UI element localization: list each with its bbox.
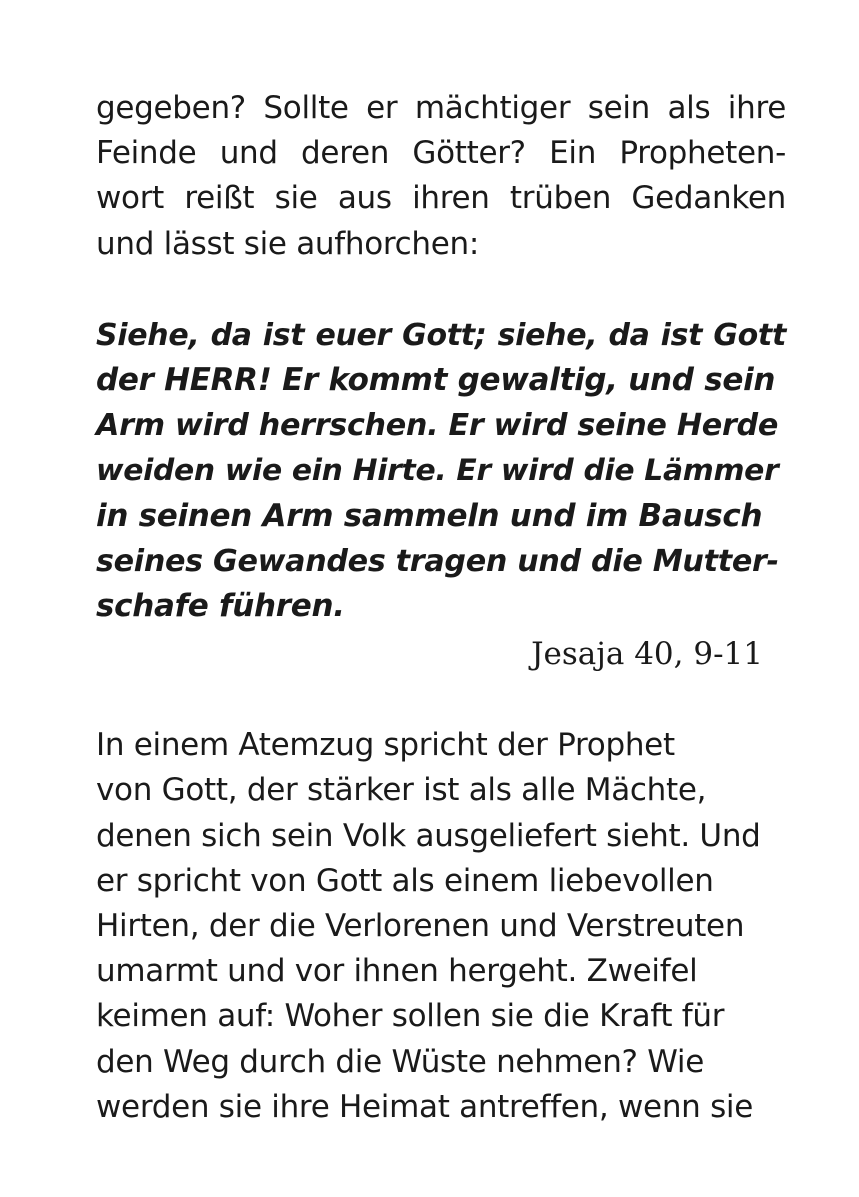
text-line: umarmt und vor ihnen hergeht. Zweifel (96, 953, 698, 990)
text-line: von Gott, der stärker ist als alle Mächte, (96, 772, 707, 809)
quote-line: weiden wie ein Hirte. Er wird die Lämmer (96, 453, 779, 489)
quote-line: seines Gewandes tragen und die Mutter- (96, 543, 779, 579)
text-line: wort reißt sie aus ihren trüben Gedanken (96, 180, 786, 217)
quote-line: schafe führen. (96, 588, 345, 625)
text-line: denen sich sein Volk ausgeliefert sieht. Und (96, 817, 761, 854)
quote-line: Siehe, da ist euer Gott; siehe, da ist Gott (96, 317, 786, 353)
document-page (96, 86, 786, 1130)
text-line: In einem Atemzug spricht der Prophet (96, 727, 675, 764)
text-line: er spricht von Gott als einem liebevollen (96, 862, 714, 899)
text-line: Feinde und deren Götter? Ein Propheten- (96, 135, 786, 172)
bible-quote (96, 313, 786, 677)
text-line: Hirten, der die Verlorenen und Verstreuten (96, 908, 745, 945)
quote-line: der HERR! Er kommt gewaltig, und sein (96, 362, 776, 399)
quote-citation: Jesaja 40, 9-11 (531, 636, 763, 673)
paragraph-intro (96, 86, 786, 267)
text-line: keimen auf: Woher sollen sie die Kraft für (96, 998, 725, 1035)
paragraph-commentary (96, 723, 786, 1130)
text-line: werden sie ihre Heimat antreffen, wenn sie (96, 1088, 754, 1125)
quote-line: Arm wird herrschen. Er wird seine Herde (96, 408, 779, 444)
text-line: und lässt sie aufhorchen: (96, 225, 480, 262)
quote-line: in seinen Arm sammeln und im Bausch (96, 497, 763, 534)
text-line: gegeben? Sollte er mächtiger sein als ihre (96, 90, 786, 126)
text-line: den Weg durch die Wüste nehmen? Wie (96, 1043, 705, 1080)
